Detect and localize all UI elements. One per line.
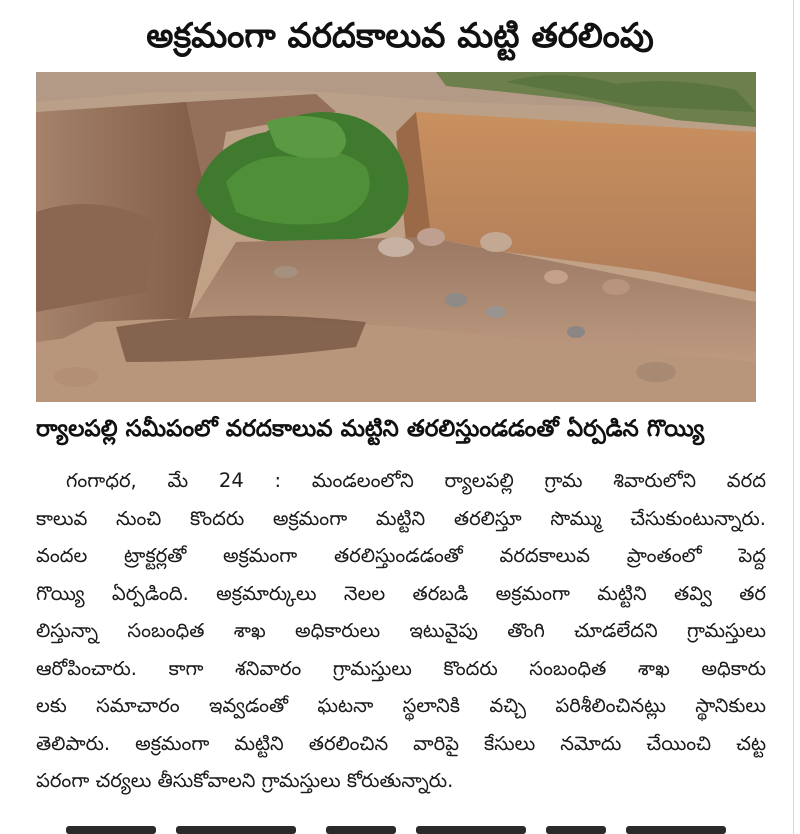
headline: అక్రమంగా వరదకాలువ మట్టి తరలింపు bbox=[146, 16, 654, 56]
article-line: తెలిపారు. అక్రమంగా మట్టిని తరలించిన వారిపై కేసులు నమోదు చేయించి చట్ట bbox=[36, 731, 766, 755]
article-line: పరంగా చర్యలు తీసుకోవాలని గ్రామస్తులు కోరుతున్నారు. bbox=[36, 769, 454, 792]
article-line: గంగాధర, మే 24 : మండలంలోని ర్యాలపల్లి గ్రామ శివారులోని వరద bbox=[66, 469, 766, 492]
photo-excavation-pit bbox=[36, 72, 756, 402]
cut-off-next-line bbox=[36, 822, 756, 834]
column-divider bbox=[793, 0, 794, 834]
article-line: లిస్తున్నా సంబంధిత శాఖ అధికారులు ఇటువైపు తొంగి చూడలేదని గ్రామస్తులు bbox=[36, 619, 766, 642]
article-line: ఆరోపించారు. కాగా శనివారం గ్రామస్తులు కొందరు సంబంధిత శాఖ అధికారు bbox=[36, 656, 766, 680]
article-line: గొయ్యి ఏర్పడింది. అక్రమార్కులు నెలల తరబడి అక్రమంగా మట్టిని తవ్వి తర bbox=[36, 581, 766, 605]
article-line: లకు సమాచారం ఇవ్వడంతో ఘటనా స్థలానికి వచ్చి పరిశీలించినట్లు స్థానికులు bbox=[36, 694, 766, 717]
article-body bbox=[36, 462, 766, 800]
article-line: వందల ట్రాక్టర్లతో అక్రమంగా తరలిస్తుండడంతో వరదకాలువ ప్రాంతంలో పెద్ద bbox=[36, 544, 766, 567]
photo-caption: ర్యాలపల్లి సమీపంలో వరదకాలువ మట్టిని తరలిస్తుండడంతో ఏర్పడిన గొయ్యి bbox=[36, 416, 705, 442]
news-photo bbox=[36, 72, 756, 402]
article-line: కాలువ నుంచి కొందరు అక్రమంగా మట్టిని తరలిస్తూ సొమ్ము చేసుకుంటున్నారు. bbox=[36, 506, 766, 530]
